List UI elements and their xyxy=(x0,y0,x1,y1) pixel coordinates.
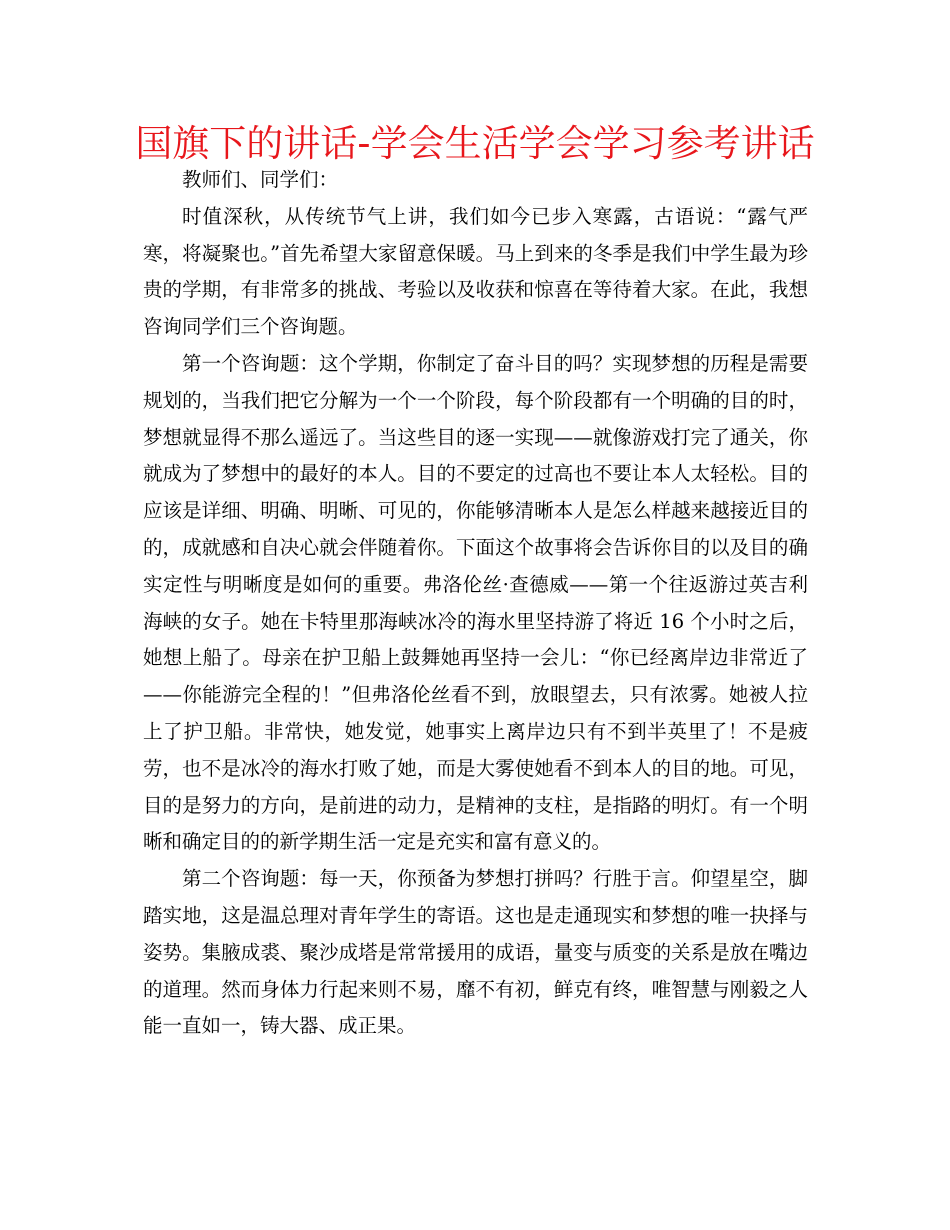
document-title: 国旗下的讲话-学会生活学会学习参考讲话 xyxy=(135,122,815,165)
intro-paragraph: 时值深秋，从传统节气上讲，我们如今已步入寒露，古语说：“露气严寒，将凝聚也。”首先希望大家留意保暖。马上到来的冬季是我们中学生最为珍贵的学期，有非常多的挑战、考验以及收获和惊喜在等待着大家。在此，我想咨询同学们三个咨询题。 xyxy=(143,204,808,339)
question-two-paragraph: 第二个咨询题：每一天，你预备为梦想打拼吗？行胜于言。仰望星空，脚踏实地，这是温总理对青年学生的寄语。这也是走通现实和梦想的唯一抉择与姿势。集腋成裘、聚沙成塔是常常援用的成语，量变与质变的关系是放在嘴边的道理。然而身体力行起来则不易，靡不有初，鲜克有终，唯智慧与刚毅之人能一直如一，铸大器、成正果。 xyxy=(143,867,808,1038)
document-body xyxy=(143,162,808,1045)
question-one-paragraph: 第一个咨询题：这个学期，你制定了奋斗目的吗？实现梦想的历程是需要规划的，当我们把它分解为一个一个阶段，每个阶段都有一个明确的目的时，梦想就显得不那么遥远了。当这些目的逐一实现——就像游戏打完了通关，你就成为了梦想中的最好的本人。目的不要定的过高也不要让本人太轻松。目的应该是详细、明确、明晰、可见的，你能够清晰本人是怎么样越来越接近目的的，成就感和自决心就会伴随着你。下面这个故事将会告诉你目的以及目的确实定性与明晰度是如何的重要。弗洛伦丝·查德威——第一个往返游过英吉利海峡的女子。她在卡特里那海峡冰冷的海水里坚持游了将近 16 个小时之后，她想上船了。母亲在护卫船上鼓舞她再坚持一会儿：“你已经离岸边非常近了——你能游完全程的！”但弗洛伦丝看不到，放眼望去，只有浓雾。她被人拉上了护卫船。非常快，她发觉，她事实上离岸边只有不到半英里了！不是疲劳，也不是冰冷的海水打败了她，而是大雾使她看不到本人的目的地。可见，目的是努力的方向，是前进的动力，是精神的支柱，是指路的明灯。有一个明晰和确定目的的新学期生活一定是充实和富有意义的。 xyxy=(143,351,808,854)
greeting-paragraph: 教师们、同学们： xyxy=(182,168,339,191)
